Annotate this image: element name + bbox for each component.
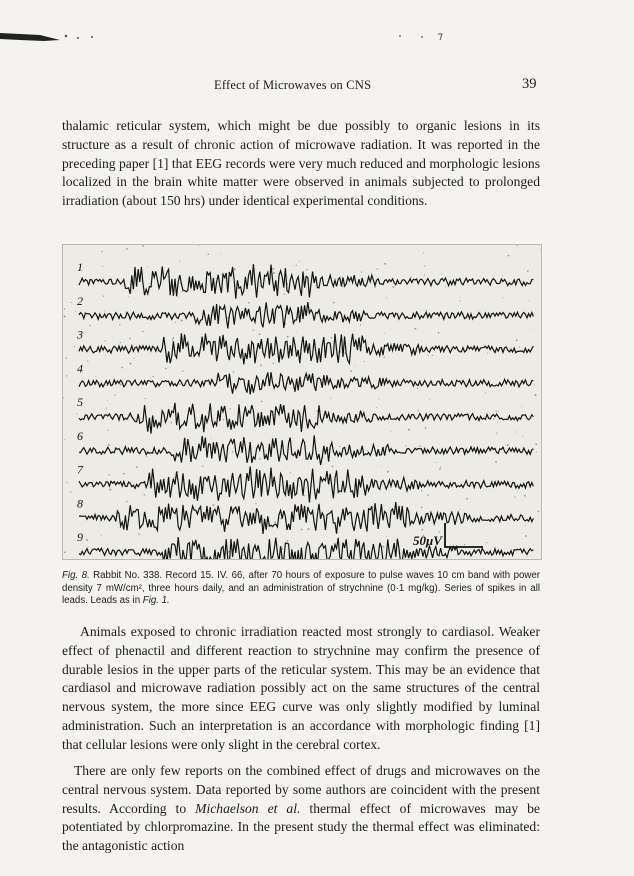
scan-speck — [423, 252, 424, 253]
scan-speck — [208, 254, 210, 256]
scan-speck — [252, 509, 253, 510]
scan-speck — [301, 529, 303, 531]
scan-speck — [255, 503, 256, 504]
scan-speck — [169, 367, 170, 368]
scan-speck — [466, 498, 468, 500]
scan-speck — [486, 542, 487, 543]
scan-speck — [253, 329, 255, 331]
scan-speck — [228, 551, 230, 553]
paragraph-2 — [62, 623, 540, 755]
scan-speck — [330, 397, 331, 398]
scan-speck — [71, 302, 72, 303]
scan-speck — [528, 300, 529, 301]
scan-speck — [331, 337, 333, 339]
paragraph-1 — [62, 117, 540, 211]
lead-label-6: 6 — [77, 428, 83, 443]
scan-speck — [70, 493, 71, 494]
scan-speck — [272, 363, 273, 364]
scan-speck — [503, 297, 504, 298]
scan-speck — [386, 536, 387, 537]
scan-speck — [145, 398, 146, 399]
figure-caption-text: Rabbit No. 338. Record 15. IV. 66, after 70 hours of exposure to pulse waves 10 cm band with power density 7 mW/cm², three hours daily, and an administration of strychnine (0·1 mg/kg). Series of spikes in all leads. Leads as in — [62, 570, 540, 607]
scan-speck — [521, 406, 522, 407]
scan-speck — [534, 384, 535, 385]
scan-speck — [386, 297, 387, 298]
scan-speck — [181, 320, 183, 322]
scan-speck — [440, 467, 441, 468]
running-title: Effect of Microwaves on CNS — [214, 78, 372, 92]
scan-speck — [147, 267, 148, 268]
scan-speck — [517, 245, 518, 246]
scan-speck — [522, 383, 523, 384]
scan-speck — [119, 324, 120, 325]
scan-speck — [384, 263, 386, 265]
scan-speck — [424, 265, 425, 266]
scan-speck — [103, 296, 104, 297]
scan-speck — [233, 371, 235, 373]
scan-speck — [136, 466, 138, 468]
scan-artifact-top — [0, 0, 634, 50]
scan-speck — [535, 394, 537, 396]
scan-speck — [497, 411, 498, 412]
scan-speck — [128, 296, 129, 297]
lead-label-5: 5 — [77, 395, 83, 410]
scan-speck — [496, 432, 497, 433]
scan-speck — [525, 535, 527, 537]
scan-speck — [179, 384, 180, 385]
scale-bar — [445, 523, 483, 547]
scan-speck — [64, 551, 66, 553]
figure-caption — [62, 570, 540, 608]
scan-speck — [383, 546, 385, 548]
figure-caption-ref: Fig. 1. — [142, 595, 170, 607]
scan-speck — [420, 445, 421, 446]
lead-label-1: 1 — [77, 260, 83, 275]
scan-speck — [165, 368, 167, 370]
scan-speck — [427, 355, 428, 356]
scan-speck — [142, 331, 143, 332]
figure-caption-label: Fig. 8. — [62, 570, 90, 581]
scan-speck — [354, 365, 355, 366]
scan-speck — [524, 495, 526, 497]
scan-speck — [130, 363, 132, 365]
scan-speck — [74, 346, 75, 347]
scan-speck — [519, 346, 520, 347]
scan-speck — [134, 358, 135, 359]
lead-label-7: 7 — [77, 462, 83, 477]
scan-speck — [422, 529, 424, 531]
scan-speck — [460, 298, 461, 299]
scan-speck — [174, 322, 175, 323]
scan-speck — [464, 544, 465, 545]
scan-speck — [101, 535, 102, 536]
scan-speck — [259, 333, 261, 335]
scan-speck — [171, 422, 173, 424]
scan-speck — [414, 328, 416, 330]
scan-speck — [405, 445, 406, 446]
scan-speck — [108, 475, 109, 476]
scan-speck — [182, 370, 183, 371]
scan-speck — [198, 245, 199, 246]
scan-speck — [480, 313, 481, 314]
paragraph-2-text: Animals exposed to chronic irradiation reacted most strongly to cardiasol. Weaker effect of phenactil and different reaction to strychnine may confirm the presence of durable lesios in the upper parts of the reticular system. This may be an evidence that cardiasol and microwave radiation possibly act on the same structures of the central nervous system, the more since EEG curve was only slightly modified by luminal administration. Such an interpretation is an accordance with morphologic finding [1] that cellular lesions were only slight in the cerebral cortex. — [62, 624, 540, 752]
scan-speck — [95, 376, 96, 377]
scan-speck — [104, 311, 105, 312]
scan-speck — [425, 427, 427, 429]
scan-speck — [304, 495, 305, 496]
running-head — [0, 78, 634, 98]
scan-speck — [536, 451, 537, 452]
scan-speck — [259, 458, 261, 460]
scan-speck — [516, 339, 518, 341]
scan-speck — [378, 399, 379, 400]
scan-speck — [108, 430, 109, 431]
scan-speck — [421, 506, 423, 508]
eeg-traces — [63, 245, 541, 559]
scan-speck — [538, 511, 540, 513]
scan-speck — [131, 291, 132, 292]
scan-speck — [487, 353, 488, 354]
scan-speck — [178, 297, 179, 298]
scan-speck — [435, 462, 436, 463]
scan-speck — [439, 468, 441, 470]
scan-speck — [350, 370, 352, 372]
scan-speck — [126, 248, 128, 250]
scan-speck — [64, 315, 66, 317]
scan-speck — [107, 400, 108, 401]
paragraph-1-text: thalamic reticular system, which might be due possibly to organic lesions in its structure as a result of chronic action of microwave radiation. It was reported in the preceding paper [1] that EEG records were very much reduced and morphologic lesions localized in the brain white matter were observed in animals subjected to prolonged irradiation (about 150 hrs) under identical experimental conditions. — [62, 118, 540, 209]
scan-speck — [108, 444, 110, 446]
scan-speck — [392, 286, 394, 288]
scan-speck — [287, 540, 289, 542]
scan-speck — [361, 271, 362, 272]
scan-speck — [429, 399, 430, 400]
scan-speck — [129, 338, 131, 340]
scan-speck — [417, 388, 418, 389]
scan-speck — [86, 539, 88, 541]
scan-speck — [290, 472, 291, 473]
scan-speck — [221, 253, 222, 254]
scan-speck — [445, 287, 446, 288]
scan-speck — [384, 333, 385, 334]
scan-speck — [333, 302, 335, 304]
scan-speck — [105, 355, 106, 356]
scan-speck — [248, 302, 250, 304]
scan-speck — [306, 269, 308, 271]
scan-speck — [278, 273, 279, 274]
scan-speck — [376, 407, 377, 408]
scan-speck — [485, 392, 486, 393]
scan-speck — [299, 261, 300, 262]
scan-speck — [342, 286, 344, 288]
scan-speck — [387, 471, 389, 473]
scan-speck — [120, 342, 121, 343]
scan-speck — [293, 265, 294, 266]
scan-speck — [388, 467, 389, 468]
scan-speck — [64, 439, 65, 440]
eeg-trace-lead-3 — [79, 333, 533, 364]
scan-speck — [460, 509, 461, 510]
scan-speck — [377, 268, 378, 269]
scan-speck — [146, 456, 147, 457]
scan-speck — [211, 438, 212, 439]
scan-speck — [273, 272, 275, 274]
scan-speck — [507, 444, 509, 446]
scan-speck — [126, 501, 128, 503]
scan-speck — [284, 294, 285, 295]
scan-speck — [339, 446, 340, 447]
scan-speck — [381, 466, 382, 467]
scan-speck — [172, 337, 174, 339]
scan-speck — [360, 324, 361, 325]
scan-speck — [432, 355, 433, 356]
paragraph-3-text — [62, 762, 540, 856]
scan-speck — [410, 277, 411, 278]
scan-speck — [525, 525, 526, 526]
paragraph-3-author: Michaelson et al. — [195, 800, 301, 816]
scan-speck — [408, 429, 410, 431]
scan-speck — [142, 245, 144, 247]
scan-speck — [182, 291, 183, 292]
scan-speck — [202, 465, 203, 466]
scan-speck — [102, 266, 103, 267]
lead-label-2: 2 — [77, 293, 83, 308]
eeg-trace-lead-9 — [79, 537, 533, 559]
scan-speck — [274, 521, 276, 523]
scan-speck — [516, 432, 517, 433]
eeg-trace-lead-1 — [79, 264, 533, 299]
scan-speck — [66, 375, 67, 376]
scan-speck — [367, 450, 368, 451]
scan-speck — [522, 436, 523, 437]
scan-speck — [527, 270, 529, 272]
lead-label-4: 4 — [77, 361, 83, 376]
scan-speck — [172, 339, 173, 340]
scan-speck — [234, 268, 236, 270]
scan-speck — [287, 336, 289, 338]
scan-smudge — [0, 0, 634, 50]
scan-speck — [105, 340, 106, 341]
scan-speck — [87, 360, 88, 361]
eeg-figure — [62, 244, 542, 560]
lead-label-9: 9 — [77, 530, 83, 545]
scan-speck — [508, 255, 510, 257]
scan-speck — [296, 264, 297, 265]
scan-speck — [495, 410, 496, 411]
scan-speck — [424, 275, 425, 276]
scan-speck — [232, 451, 234, 453]
scan-speck — [261, 400, 263, 402]
scan-speck — [66, 482, 67, 483]
eeg-trace-lead-8 — [79, 502, 533, 534]
scan-speck — [421, 490, 422, 491]
scan-speck — [70, 491, 71, 492]
scan-speck — [540, 249, 541, 250]
scan-speck — [495, 461, 497, 463]
scan-speck — [64, 308, 66, 310]
scan-speck — [106, 408, 107, 409]
scan-speck — [515, 496, 516, 497]
paragraph-3-end: thermal effect of microwaves may be potentiated by chlorpromazine. In the present study the thermal effect was eliminated: the antagonistic action — [62, 800, 540, 854]
scan-speck — [364, 361, 365, 362]
scan-speck — [120, 384, 122, 386]
scan-speck — [138, 533, 140, 535]
paragraph-3 — [62, 762, 540, 856]
scan-speck — [459, 300, 460, 301]
eeg-trace-lead-5 — [79, 403, 533, 434]
scan-speck — [502, 275, 503, 276]
scan-speck — [89, 325, 90, 326]
scan-speck — [296, 332, 297, 333]
scan-speck — [109, 474, 110, 475]
scan-speck — [153, 376, 154, 377]
scan-speck — [533, 328, 534, 329]
scan-speck — [76, 413, 77, 414]
eeg-trace-lead-4 — [79, 372, 533, 394]
scan-speck — [114, 394, 115, 395]
scan-speck — [493, 418, 494, 419]
scan-speck — [230, 408, 231, 409]
scan-speck — [109, 489, 111, 491]
eeg-trace-lead-7 — [79, 467, 533, 503]
scan-speck — [223, 419, 224, 420]
scan-speck — [144, 494, 145, 495]
scan-speck — [123, 473, 125, 475]
scan-speck — [75, 311, 76, 312]
scan-speck — [427, 494, 429, 496]
scan-speck — [260, 365, 262, 367]
scan-speck — [438, 332, 440, 334]
scan-speck — [417, 410, 418, 411]
paragraph-3-start: There are only few reports on the combined effect of drugs and microwaves on the central nervous system. Data reported by some authors are coincident with the present results. According to — [62, 763, 540, 816]
scan-speck — [101, 251, 102, 252]
page-number: 39 — [522, 76, 537, 92]
lead-label-3: 3 — [77, 327, 83, 342]
scan-speck — [179, 260, 180, 261]
eeg-trace-lead-6 — [79, 435, 533, 465]
scan-speck — [378, 517, 379, 518]
scan-speck — [106, 385, 107, 386]
scan-speck — [383, 356, 385, 358]
scan-speck — [332, 466, 334, 468]
scan-speck — [272, 268, 274, 270]
scan-speck — [66, 357, 68, 359]
scan-speck — [63, 397, 64, 398]
scan-speck — [535, 444, 537, 446]
scan-speck — [174, 477, 175, 478]
scan-speck — [212, 504, 214, 506]
lead-label-8: 8 — [77, 496, 83, 511]
scan-speck — [491, 328, 492, 329]
scale-label: 50μV — [413, 533, 442, 548]
scan-speck — [307, 528, 309, 530]
scan-speck — [121, 367, 123, 369]
eeg-trace-lead-2 — [79, 302, 533, 328]
scan-speck — [391, 431, 392, 432]
